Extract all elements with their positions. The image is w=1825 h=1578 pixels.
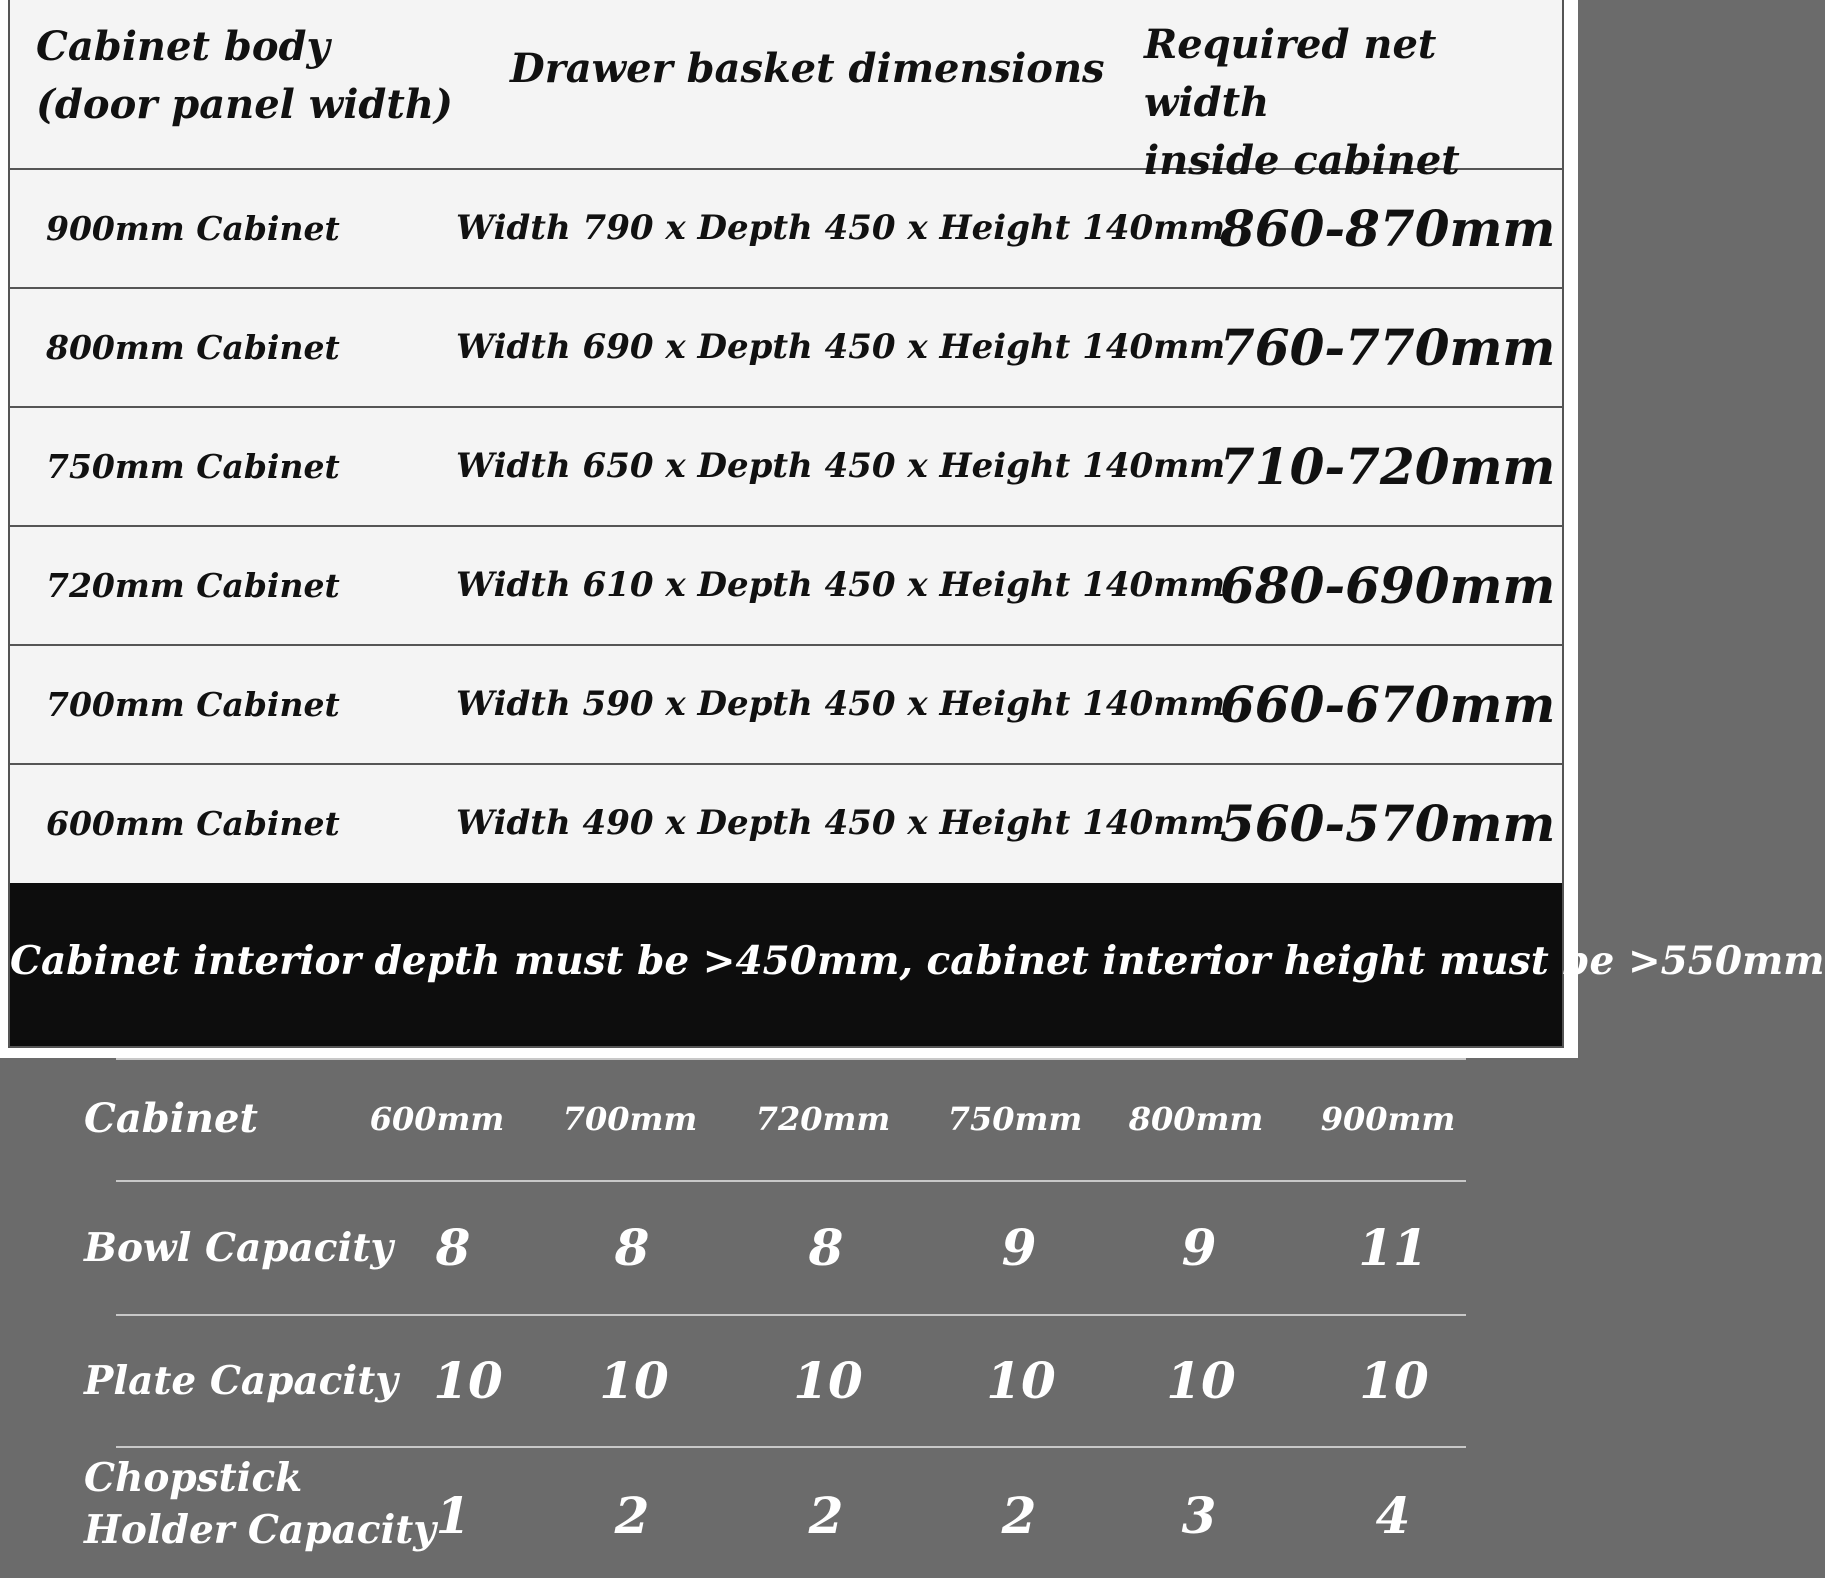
header-net-width	[1144, 16, 1564, 190]
table-row	[10, 527, 1562, 646]
column-header: 800mm	[1128, 1100, 1264, 1138]
size-table	[8, 0, 1825, 1048]
cabinet-size-cell: 900mm Cabinet	[46, 209, 340, 248]
net-width-cell: 710-720mm	[1220, 437, 1556, 496]
table-row	[10, 646, 1562, 765]
basket-dimensions-cell: Width 610 x Depth 450 x Height 140mm	[456, 565, 1226, 605]
cabinet-size-cell: 700mm Cabinet	[46, 685, 340, 724]
cabinet-size-cell: 800mm Cabinet	[46, 328, 340, 367]
basket-dimensions-cell: Width 490 x Depth 450 x Height 140mm	[456, 803, 1226, 843]
capacity-row-chopstick-holder	[0, 1448, 1578, 1578]
capacity-header-label: Cabinet	[84, 1095, 258, 1142]
capacity-value: 2	[808, 1486, 844, 1545]
capacity-value: 4	[1375, 1486, 1411, 1545]
cabinet-size-cell: 720mm Cabinet	[46, 566, 340, 605]
capacity-row-bowl	[0, 1182, 1578, 1314]
capacity-value: 9	[1181, 1218, 1217, 1277]
net-width-cell: 660-670mm	[1220, 675, 1556, 734]
column-header: 700mm	[562, 1100, 698, 1138]
column-header: 600mm	[369, 1100, 505, 1138]
capacity-value: 1	[435, 1486, 471, 1545]
capacity-value: 8	[435, 1218, 471, 1277]
capacity-table	[0, 1058, 1578, 1578]
capacity-value: 2	[1001, 1486, 1037, 1545]
capacity-value: 11	[1358, 1218, 1428, 1277]
capacity-row-plate	[0, 1316, 1578, 1446]
capacity-value: 10	[986, 1351, 1056, 1410]
capacity-value: 10	[599, 1351, 669, 1410]
cabinet-size-cell: 750mm Cabinet	[46, 447, 340, 486]
size-table-header	[10, 0, 1562, 184]
capacity-row-label: Bowl Capacity	[84, 1225, 394, 1271]
basket-dimensions-cell: Width 590 x Depth 450 x Height 140mm	[456, 684, 1226, 724]
capacity-value: 10	[1359, 1351, 1429, 1410]
capacity-value: 10	[433, 1351, 503, 1410]
basket-dimensions-cell: Width 790 x Depth 450 x Height 140mm	[456, 208, 1226, 248]
header-drawer-dimensions: Drawer basket dimensions	[510, 45, 1105, 92]
header-net-width-line1: Required net width	[1144, 21, 1437, 126]
capacity-row-label-line1: Chopstick	[84, 1455, 303, 1501]
table-row	[10, 765, 1562, 884]
net-width-cell: 560-570mm	[1220, 794, 1556, 853]
table-row	[10, 408, 1562, 527]
capacity-value: 3	[1181, 1486, 1217, 1545]
header-cabinet-body	[36, 18, 456, 134]
table-row	[10, 289, 1562, 408]
capacity-row-label	[84, 1452, 436, 1556]
interior-requirements-note: Cabinet interior depth must be >450mm, cabinet interior height must be >550mm	[10, 883, 1562, 1046]
column-header: 750mm	[947, 1100, 1083, 1138]
column-header: 720mm	[755, 1100, 891, 1138]
capacity-value: 9	[1001, 1218, 1037, 1277]
basket-dimensions-cell: Width 690 x Depth 450 x Height 140mm	[456, 327, 1226, 367]
basket-dimensions-cell: Width 650 x Depth 450 x Height 140mm	[456, 446, 1226, 486]
net-width-cell: 860-870mm	[1220, 199, 1556, 258]
capacity-row-label-line2: Holder Capacity	[84, 1507, 436, 1553]
header-cabinet-body-line1: Cabinet body	[36, 23, 330, 70]
capacity-row-label: Plate Capacity	[84, 1358, 398, 1404]
capacity-value: 10	[1166, 1351, 1236, 1410]
net-width-cell: 680-690mm	[1220, 556, 1556, 615]
table-row	[10, 170, 1562, 289]
cabinet-size-cell: 600mm Cabinet	[46, 804, 340, 843]
capacity-value: 2	[614, 1486, 650, 1545]
net-width-cell: 760-770mm	[1220, 318, 1556, 377]
column-header: 900mm	[1320, 1100, 1456, 1138]
header-net-width-line2: inside cabinet	[1144, 137, 1460, 184]
capacity-header-row	[0, 1058, 1578, 1180]
capacity-value: 8	[614, 1218, 650, 1277]
capacity-value: 10	[793, 1351, 863, 1410]
capacity-value: 8	[808, 1218, 844, 1277]
header-cabinet-body-line2: (door panel width)	[36, 81, 453, 128]
